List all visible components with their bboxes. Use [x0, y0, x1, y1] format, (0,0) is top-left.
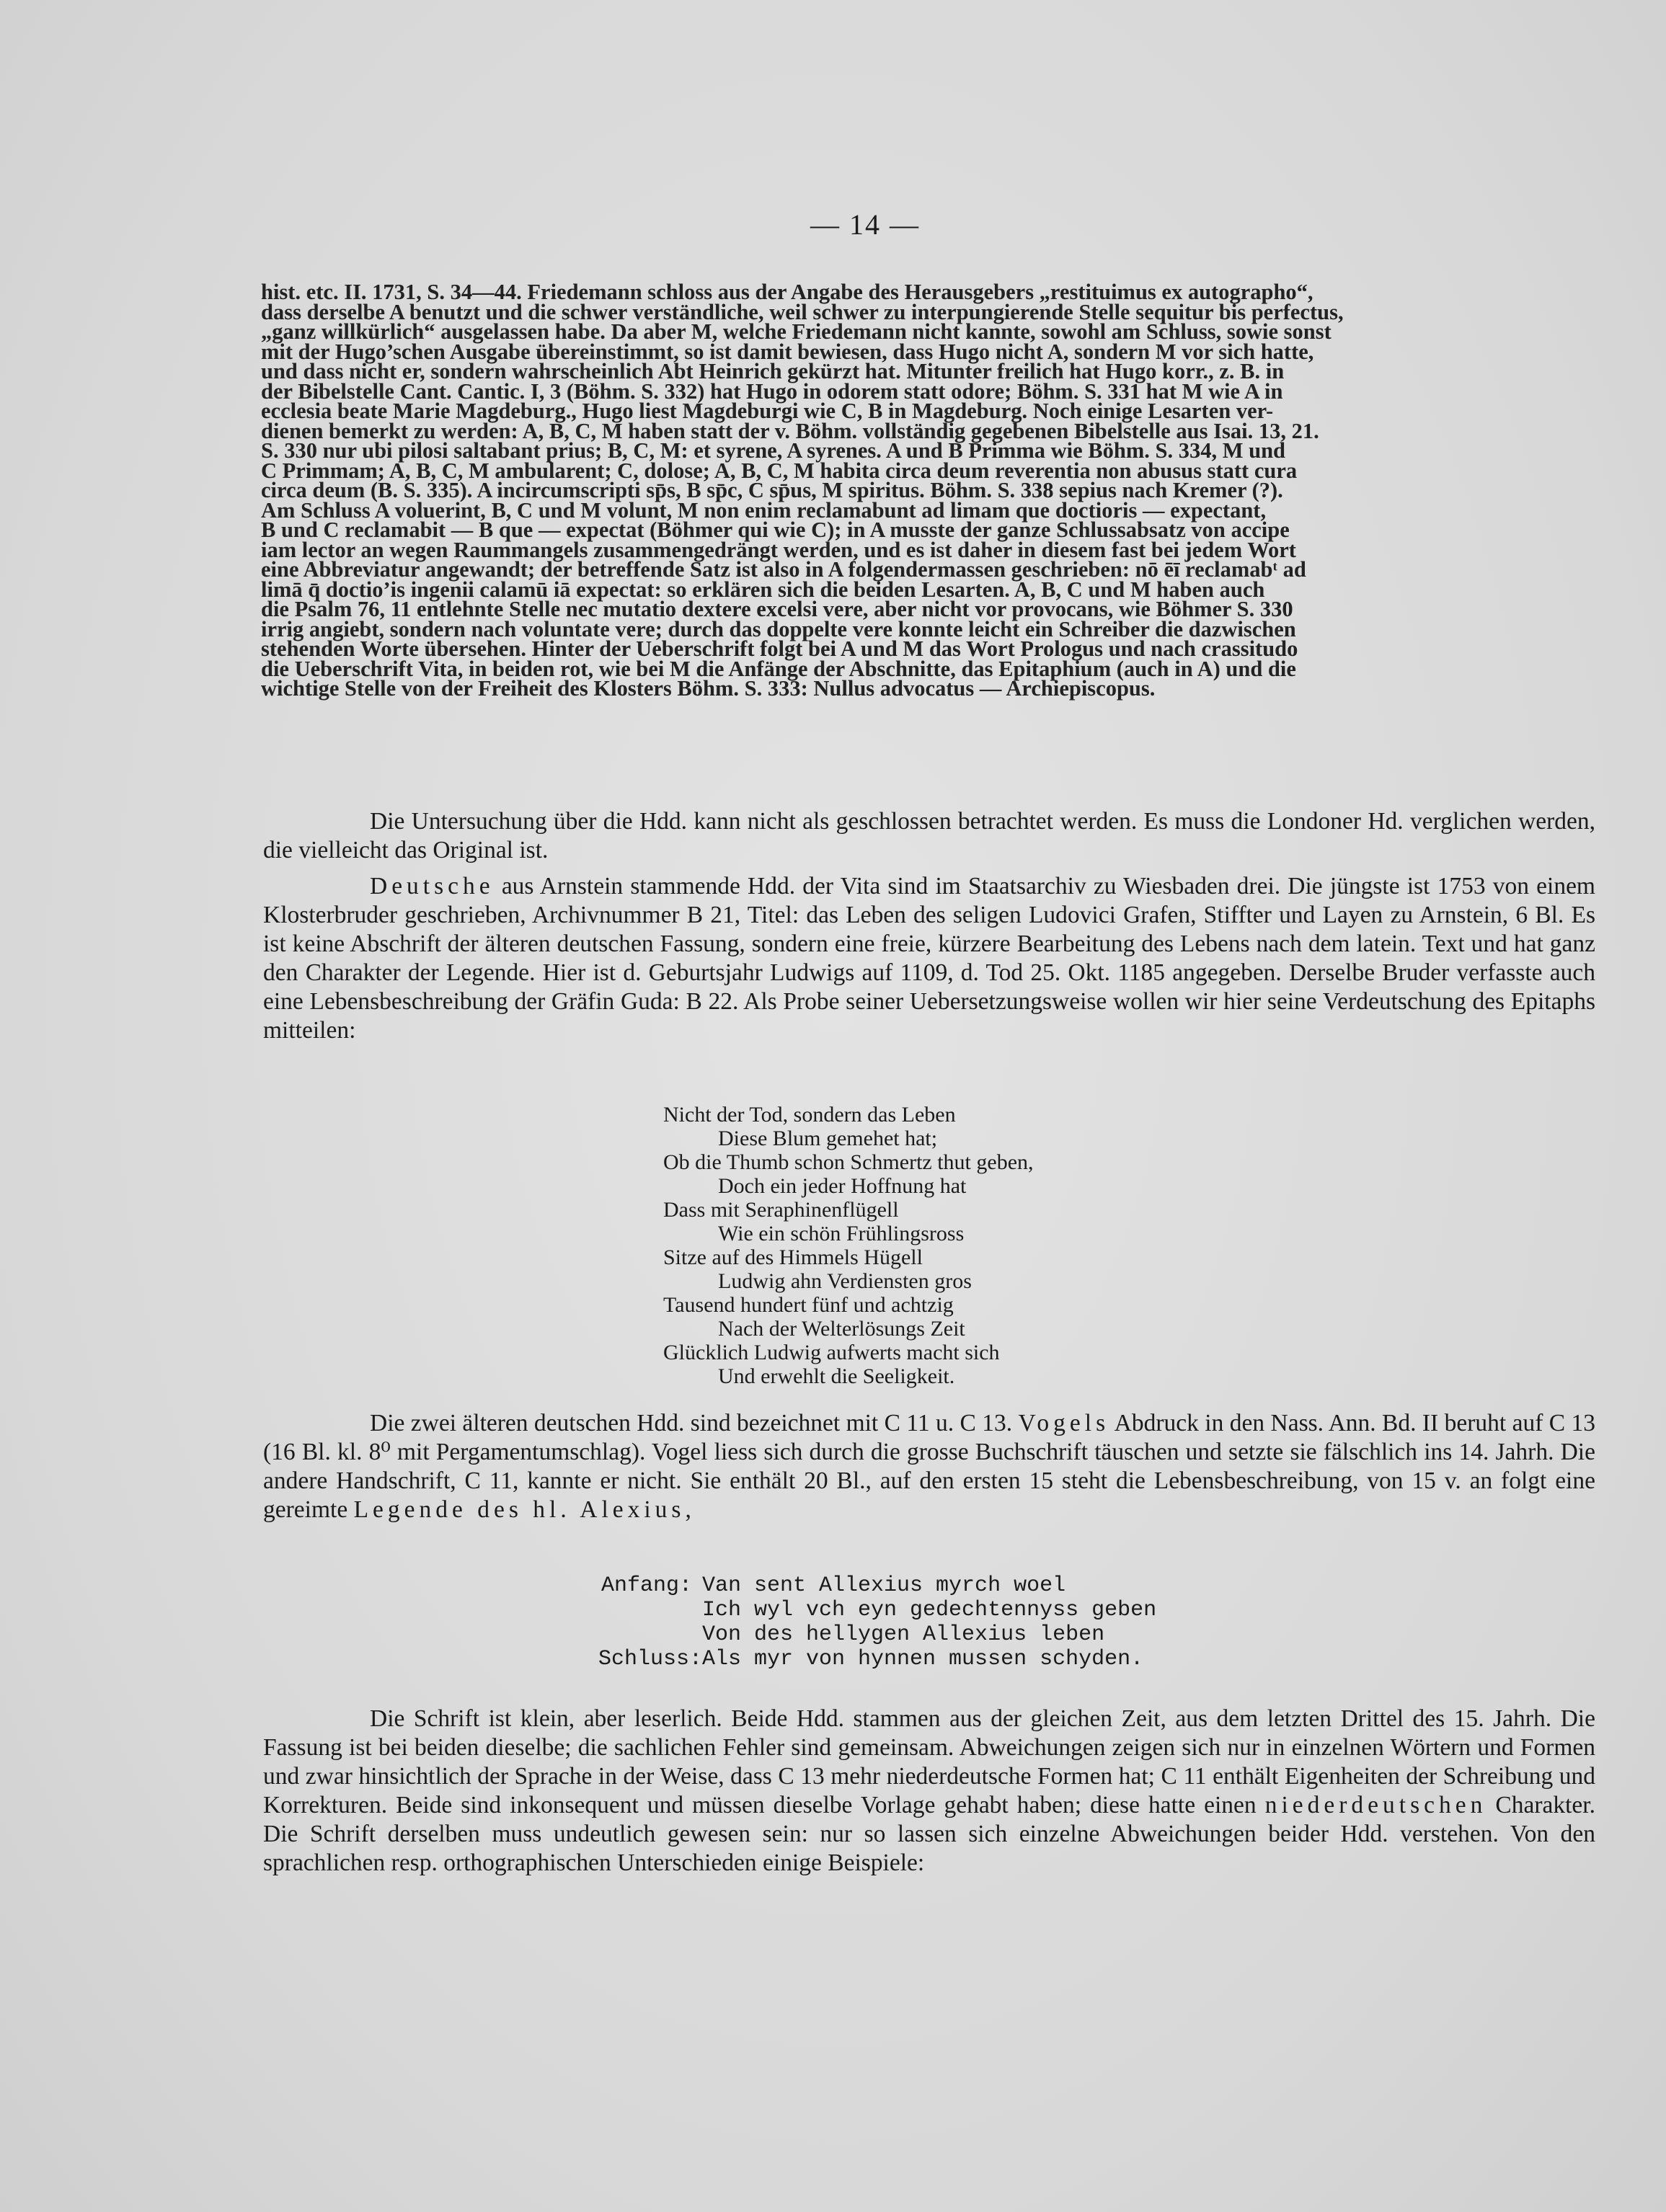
footnote-line: die Psalm 76, 11 entlehnte Stelle nec mutatio dextere excelsi vere, aber nicht vor provocans, wie Böhmer S. 330	[261, 597, 1293, 621]
paragraph-text-part: Die zwei älteren deutschen Hdd. sind bezeichnet mit C 11 u. C 13.	[370, 1410, 1019, 1436]
poem-line: Diese Blum gemehet hat;	[718, 1127, 938, 1150]
paragraph-text-part: Die Schrift ist klein, aber leserlich. Beide Hdd. stammen aus der gleichen Zeit, aus dem letzten Drittel des 15. Jahrh. Die Fassung ist bei beiden dieselbe; die sachlichen Fehler sind gemeinsam. Abweichungen zeigen sich nur in einzelnen Wörtern und Formen und zwar hinsichtlich der Sprache in der Weise, dass C 13 mehr niederdeutsche Formen hat; C 11 enthält Eigenheiten der Schreibung und Korrekturen. Beide sind inkonsequent und müssen dieselbe Vorlage gehabt haben; diese hatte einen	[263, 1705, 1595, 1818]
explicit-line: Als myr von hynnen mussen schyden.	[702, 1647, 1144, 1671]
footnote-line: S. 330 nur ubi pilosi saltabant prius; B, C, M: et syrene, A syrenes. A und B Primma wie Böhm. S. 334, M und	[261, 438, 1286, 463]
footnote-line: limā q̄ doctio’is ingenii calamū iā expectat: so erklären sich die beiden Lesarten. A, B, C und M haben auch	[261, 577, 1265, 602]
poem-line: Sitze auf des Himmels Hügell	[663, 1245, 923, 1269]
incipit-explicit-block	[598, 1573, 1391, 1671]
footnote-line: wichtige Stelle von der Freiheit des Klosters Böhm. S. 333: Nullus advocatus — Archiepiscopus.	[261, 676, 1156, 701]
footnote-line: B und C reclamabit — B que — expectat (Böhmer qui wie C); in A musste der ganze Schlussabsatz von accipe	[261, 518, 1290, 542]
footnote-line: irrig angiebt, sondern nach voluntate vere; durch das doppelte vere konnte leicht ein Schreiber die dazwischen	[261, 616, 1296, 641]
paragraph-text-rest: aus Arnstein stammende Hdd. der Vita sind im Staatsarchiv zu Wiesbaden drei. Die jüngste ist 1753 von einem Klosterbruder geschrieben, Archivnummer B 21, Titel: das Leben des seligen Ludovici Grafen, Stiffter und Layen zu Arnstein, 6 Bl. Es ist keine Abschrift der älteren deutschen Fassung, sondern eine freie, kürzere Bearbeitung des Lebens nach dem latein. Text und hat ganz den Charakter der Legende. Hier ist d. Geburtsjahr Ludwigs auf 1109, d. Tod 25. Okt. 1185 angegeben. Derselbe Bruder verfasste auch eine Lebensbeschreibung der Gräfin Guda: B 22. Als Probe seiner Uebersetzungsweise wollen wir hier seine Verdeutschung des Epitaphs mitteilen:	[263, 873, 1595, 1044]
paragraph-text-part: Charakter. Die Schrift derselben muss undeutlich gewesen sein: nur so lassen sich einzelne Abweichungen beider Hdd. verstehen. Von den sprachlichen resp. orthographischen Unterschieden einige Beispiele:	[263, 1792, 1595, 1876]
incipit-line: Ich wyl vch eyn gedechtennyss geben	[702, 1598, 1157, 1622]
spaced-word: niederdeutschen	[1264, 1792, 1487, 1818]
footnote-line: C Primmam; A, B, C, M ambularent; C, dolose; A, B, C, M habita circa deum reverentia non abusus statt cura	[261, 458, 1298, 483]
poem-line: Doch ein jeder Hoffnung hat	[718, 1174, 967, 1198]
paragraph-text: Die Untersuchung über die Hdd. kann nicht als geschlossen betrachtet werden. Es muss die Londoner Hd. verglichen werden, die vielleicht das Original ist.	[263, 808, 1595, 863]
paragraph-untersuchung	[263, 807, 1595, 865]
poem-line: Ludwig ahn Verdiensten gros	[718, 1269, 972, 1293]
poem-line: Und erwehlt die Seeligkeit.	[718, 1364, 955, 1388]
explicit-row	[598, 1647, 1391, 1671]
footnote-line: circa deum (B. S. 335). A incircumscripti sp̄s, B sp̄c, C sp̄us, M spiritus. Böhm. S. 338 sepius nach Kremer (?).	[261, 478, 1283, 502]
footnote-line: hist. etc. II. 1731, S. 34—44. Friedemann schloss aus der Angabe des Herausgebers „restituimus ex autographo“,	[261, 280, 1313, 304]
paragraph-schrift	[263, 1705, 1595, 1878]
footnote-line: stehenden Worte übersehen. Hinter der Ueberschrift folgt bei A und M das Wort Prologus und nach crassitudo	[261, 636, 1298, 661]
paragraph-text-part: Abdruck in den Nass. Ann. Bd. II beruht auf C 13 (16 Bl. kl. 8⁰ mit Pergamentumschlag). Vogel liess sich durch die grosse Buchschrift täuschen und setzte sie fälschlich ins 14. Jahrh. Die andere Handschrift, C 11, kannte er nicht. Sie enthält 20 Bl., auf den ersten 15 steht die Lebensbeschreibung, von 15 v. an folgt eine gereimte	[263, 1410, 1595, 1523]
footnote-line: ecclesia beate Marie Magdeburg., Hugo liest Magdeburgi wie C, B in Magdeburg. Noch einige Lesarten ver-	[261, 399, 1274, 423]
paragraph-text	[263, 1409, 1595, 1524]
footnote-line: dass derselbe A benutzt und die schwer verständliche, weil schwer zu interpungierende Stelle sequitur bis perfectus,	[261, 299, 1344, 324]
poem-line: Nach der Welterlösungs Zeit	[718, 1317, 965, 1341]
footnote-line: mit der Hugo’schen Ausgabe übereinstimmt, so ist damit bewiesen, dass Hugo nicht A, sondern M vor sich hatte,	[261, 339, 1314, 364]
paragraph-deutsche-hdd	[263, 872, 1595, 1045]
epitaph-poem	[663, 1103, 1312, 1388]
footnote-line: Am Schluss A voluerint, B, C und M volunt, M non enim reclamabunt ad limam que doctioris — expectant,	[261, 497, 1267, 523]
incipit-line: Von des hellygen Allexius leben	[702, 1622, 1105, 1647]
footnote-line: eine Abbreviatur angewandt; der betreffende Satz ist also in A folgendermassen geschrieben: nō ēī reclamabᵗ ad	[261, 557, 1306, 582]
poem-line: Dass mit Seraphinenflügell	[663, 1198, 899, 1222]
spaced-word: Vogels	[1018, 1410, 1110, 1436]
poem-line: Glücklich Ludwig aufwerts macht sich	[663, 1341, 1000, 1364]
spaced-word: Legende des hl. Alexius,	[353, 1496, 696, 1523]
paragraph-aeltere-hdd	[263, 1409, 1595, 1524]
footnote-line: und dass nicht er, sondern wahrscheinlich Abt Heinrich gekürzt hat. Mitunter freilich hat Hugo korr., z. B. in	[261, 359, 1285, 383]
incipit-row	[598, 1573, 1391, 1598]
footnote-block	[261, 280, 1595, 701]
spaced-word: Deutsche	[370, 873, 495, 900]
incipit-line: Van sent Allexius myrch woel	[702, 1573, 1066, 1598]
footnote-line: „ganz willkürlich“ ausgelassen habe. Da aber M, welche Friedemann nicht kannte, sowohl am Schluss, sowie sonst	[261, 319, 1332, 344]
footnote-line: dienen bemerkt zu werden: A, B, C, M haben statt der v. Böhm. vollständig gegebenen Bibelstelle aus Isai. 13, 21.	[261, 418, 1319, 443]
incipit-row	[598, 1622, 1391, 1647]
paragraph-text	[263, 872, 1595, 1045]
poem-line: Nicht der Tod, sondern das Leben	[663, 1103, 956, 1127]
footnote-line: die Ueberschrift Vita, in beiden rot, wie bei M die Anfänge der Abschnitte, das Epitaphium (auch in A) und die	[261, 656, 1296, 681]
paragraph-text	[263, 1705, 1595, 1878]
footnote-line: der Bibelstelle Cant. Cantic. I, 3 (Böhm. S. 332) hat Hugo in odorem statt odore; Böhm. S. 331 hat M wie A in	[261, 378, 1283, 404]
schluss-label: Schluss:	[598, 1647, 703, 1671]
footnote-line: iam lector an wegen Raummangels zusammengedrängt werden, und es ist daher in diesem fast bei jedem Wort	[261, 537, 1296, 562]
poem-line: Tausend hundert fünf und achtzig	[663, 1293, 954, 1317]
page-number: — 14 —	[810, 208, 920, 241]
poem-line: Ob die Thumb schon Schmertz thut geben,	[663, 1150, 1034, 1174]
incipit-row	[598, 1598, 1391, 1622]
anfang-label: Anfang:	[601, 1573, 692, 1598]
poem-line: Wie ein schön Frühlingsross	[718, 1222, 965, 1245]
